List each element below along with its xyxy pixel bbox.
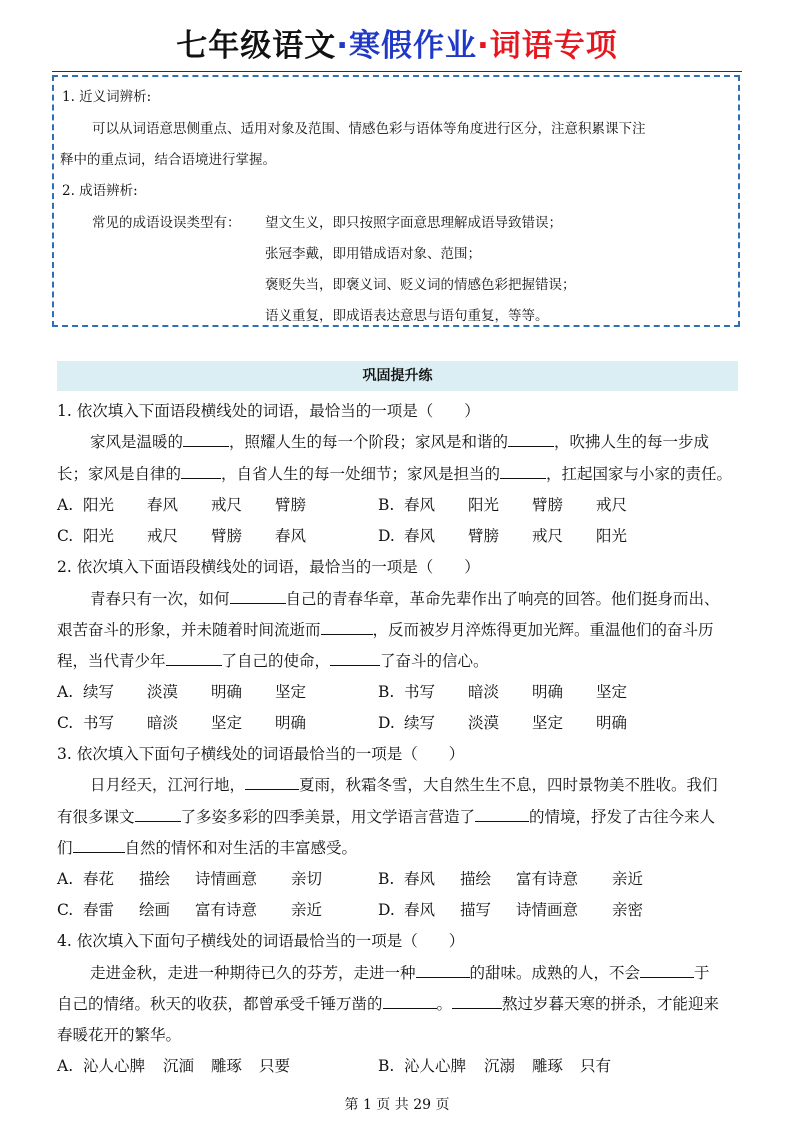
- tip-text: 可以从词语意思侧重点、适用对象及范围、情感色彩与语体等角度进行区分，注意积累课下注: [92, 121, 646, 137]
- section-heading: 巩固提升练: [57, 361, 738, 391]
- answer-blank[interactable]: [500, 463, 546, 479]
- question-passage: 走进金秋，走进一种期待已久的芬芳，走进一种 的甜味。成熟的人，不会 于: [90, 964, 710, 982]
- answer-blank[interactable]: [383, 993, 437, 1009]
- question-passage: 长；家风是自律的 ，自省人生的每一处细节；家风是担当的 ，扛起国家与小家的责任。: [57, 465, 733, 483]
- option-a[interactable]: A. 沁人心脾 沉湎 雕琢 只要: [57, 1057, 291, 1075]
- answer-blank[interactable]: [452, 993, 502, 1009]
- answer-blank[interactable]: [230, 588, 286, 604]
- question-stem: 2. 依次填入下面语段横线处的词语，最恰当的一项是（ ）: [57, 558, 480, 576]
- title-separator: ·: [477, 28, 490, 64]
- option-c[interactable]: C. 阳光 戒尺 臂膀 春风: [57, 527, 307, 545]
- answer-blank[interactable]: [183, 431, 229, 447]
- question-passage: 艰苦奋斗的形象，并未随着时间流逝而 ，反而被岁月淬炼得更加光辉。重温他们的奋斗历: [57, 621, 714, 639]
- question-stem: 4. 依次填入下面句子横线处的词语最恰当的一项是（ ）: [57, 932, 465, 950]
- question-stem: 3. 依次填入下面句子横线处的词语最恰当的一项是（ ）: [57, 745, 465, 763]
- tip-type: 褒贬失当，即褒义词、贬义词的情感色彩把握错误；: [265, 277, 576, 293]
- answer-blank[interactable]: [416, 962, 470, 978]
- option-b[interactable]: B. 沁人心脾 沉溺 雕琢 只有: [378, 1057, 612, 1075]
- question-passage: 们 自然的情怀和对生活的丰富感受。: [57, 839, 358, 857]
- answer-blank[interactable]: [321, 619, 373, 635]
- answer-blank[interactable]: [508, 431, 554, 447]
- title-homework: 寒假作业: [349, 28, 477, 64]
- answer-blank[interactable]: [181, 463, 221, 479]
- question-passage: 春暖花开的繁华。: [57, 1026, 182, 1044]
- option-a[interactable]: A. 阳光 春风 戒尺 臂膀: [57, 496, 307, 514]
- option-d[interactable]: D. 春风 描写 诗情画意 亲密: [378, 901, 644, 919]
- answer-blank[interactable]: [73, 837, 125, 853]
- title-grade: 七年级语文: [176, 28, 337, 64]
- option-b[interactable]: B. 春风 描绘 富有诗意 亲近: [378, 870, 644, 888]
- tip-heading: 2. 成语辨析:: [62, 183, 138, 199]
- question-passage: 日月经天，江河行地， 夏雨，秋霜冬雪，大自然生生不息，四时景物美不胜收。我们: [90, 776, 718, 794]
- answer-blank[interactable]: [135, 806, 181, 822]
- page-number: 第 1 页 共 29 页: [344, 1097, 450, 1113]
- question-passage: 青春只有一次，如何 自己的青春华章，革命先辈作出了响亮的回答。他们挺身而出、: [90, 590, 720, 608]
- option-d[interactable]: D. 续写 淡漠 坚定 明确: [378, 714, 628, 732]
- page-title: [0, 20, 794, 65]
- option-b[interactable]: B. 书写 暗淡 明确 坚定: [378, 683, 628, 701]
- answer-blank[interactable]: [330, 650, 380, 666]
- header-divider: [52, 71, 742, 72]
- tip-type: 语义重复，即成语表达意思与语句重复，等等。: [265, 308, 549, 324]
- answer-blank[interactable]: [166, 650, 222, 666]
- tip-text: 释中的重点词，结合语境进行掌握。: [60, 152, 276, 168]
- tip-text: 常见的成语设误类型有：: [92, 215, 241, 231]
- question-stem: 1. 依次填入下面语段横线处的词语，最恰当的一项是（ ）: [57, 402, 480, 420]
- question-passage: 家风是温暖的 ，照耀人生的每一个阶段；家风是和谐的 ，吹拂人生的每一步成: [90, 433, 710, 451]
- tips-box: [52, 75, 740, 327]
- question-passage: 有很多课文 了多姿多彩的四季美景，用文学语言营造了 的情境，抒发了古往今来人: [57, 808, 716, 826]
- answer-blank[interactable]: [475, 806, 529, 822]
- option-c[interactable]: C. 春雷 绘画 富有诗意 亲近: [57, 901, 323, 919]
- title-topic: 词语专项: [489, 28, 618, 64]
- tip-heading: 1. 近义词辨析:: [62, 89, 152, 105]
- option-a[interactable]: A. 续写 淡漠 明确 坚定: [57, 683, 307, 701]
- title-separator: ·: [336, 28, 349, 64]
- question-passage: 自己的情绪。秋天的收获，都曾承受千锤万凿的 。 熬过岁暮天寒的拼杀，才能迎来: [57, 995, 720, 1013]
- option-b[interactable]: B. 春风 阳光 臂膀 戒尺: [378, 496, 628, 514]
- answer-blank[interactable]: [245, 774, 299, 790]
- tip-type: 望文生义，即只按照字面意思理解成语导致错误；: [265, 215, 562, 231]
- question-passage: 程，当代青少年 了自己的使命， 了奋斗的信心。: [57, 652, 489, 670]
- option-d[interactable]: D. 春风 臂膀 戒尺 阳光: [378, 527, 628, 545]
- tip-type: 张冠李戴，即用错成语对象、范围；: [265, 246, 481, 262]
- answer-blank[interactable]: [640, 962, 694, 978]
- option-c[interactable]: C. 书写 暗淡 坚定 明确: [57, 714, 307, 732]
- option-a[interactable]: A. 春花 描绘 诗情画意 亲切: [57, 870, 323, 888]
